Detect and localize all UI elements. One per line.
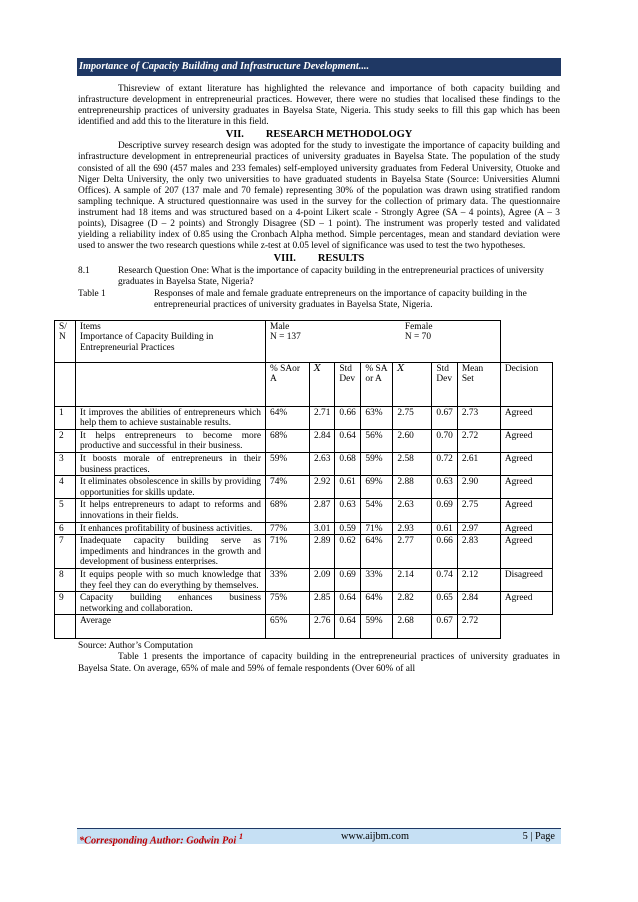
intro-paragraph: Thisreview of extant literature has highlighted the relevance and importance of both capacity building and infrastructure development in entrepreneurial practices. However, there were no studies that localised these findings to the entrepreneurship practices of university graduates in Bayelsa State, Nigeria. This study seeks to fill this gap which has been identified and add this to the literature in this field.: [78, 84, 560, 128]
row-male-pct: 74%: [266, 476, 310, 499]
row-decision: Agreed: [500, 499, 552, 522]
row-female-pct: 64%: [361, 592, 393, 615]
row-item: It enhances profitability of business activities.: [76, 522, 266, 535]
row-female-std: 0.61: [432, 522, 457, 535]
row-male-pct: 68%: [266, 429, 310, 452]
row-mean-set: 2.83: [457, 535, 500, 569]
row-female-pct: 64%: [361, 535, 393, 569]
table-row: [55, 453, 553, 476]
table-row: [55, 535, 553, 569]
row-sn: 9: [55, 592, 76, 615]
row-item: It helps entrepreneurs to become more productive and successful in their business.: [76, 429, 266, 452]
row-sn: 4: [55, 476, 76, 499]
empty-cell: [55, 615, 76, 639]
row-female-mean: 2.77: [393, 535, 432, 569]
row-mean-set: 2.72: [457, 429, 500, 452]
research-question: [78, 266, 560, 288]
row-item: Capacity building enhances business networking and collaboration.: [76, 592, 266, 615]
row-female-std: 0.65: [432, 592, 457, 615]
running-header: [77, 58, 561, 76]
row-mean-set: 2.90: [457, 476, 500, 499]
row-female-std: 0.74: [432, 569, 457, 592]
average-male-std: 0.64: [335, 615, 361, 639]
results-table: [54, 320, 553, 640]
methodology-paragraph: Descriptive survey research design was adopted for the study to investigate the importance of capacity building and infrastructure development in entrepreneurial practices of university graduates in Bayelsa State. The population of the study consisted of all the 690 (457 males and 233 females) self-employed university graduates from Federal University, Otuoke and Niger Delta University, the only two universities to have graduated students in Bayelsa State (Source: Universities Alumni Offices). A sample of 207 (137 male and 70 female) representing 30% of the population was drawn using stratified random sampling technique. A structured questionnaire was used in the survey for the collection of primary data. The questionnaire instrument had 18 items and was structured based on a 4-point Likert scale - Strongly Agree (SA – 4 points), Agree (A – 3 points), Disagree (D – 2 points) and Strongly Disagree (SD – 1 point). The instrument was properly tested and validated yielding a reliability index of 0.85 using the Cronbach Alpha method. Simple percentages, mean and standard deviation were used to answer the two research questions while z-test at 0.05 level of significance was used to test the two hypotheses.: [78, 141, 560, 252]
table-row: [55, 569, 553, 592]
row-mean-set: 2.73: [457, 406, 500, 429]
footer-author-name: *Corresponding Author: Godwin Poi: [79, 835, 237, 847]
row-male-std: 0.69: [335, 569, 361, 592]
row-female-mean: 2.82: [393, 592, 432, 615]
row-decision: Agreed: [500, 429, 552, 452]
row-decision: Agreed: [500, 522, 552, 535]
table-row: [55, 429, 553, 452]
row-sn: 3: [55, 453, 76, 476]
sn-header: S/ N: [55, 320, 76, 362]
row-female-pct: 71%: [361, 522, 393, 535]
female-mean-symbol: $\overline{X}$: [397, 362, 405, 374]
row-mean-set: 2.97: [457, 522, 500, 535]
row-item: Inadequate capacity building serve as impediments and hindrances in the growth and development of business enterprises.: [76, 535, 266, 569]
row-female-mean: 2.14: [393, 569, 432, 592]
female-pct-header: % SA or A: [361, 362, 393, 406]
row-decision: Agreed: [500, 476, 552, 499]
table-caption-text: Responses of male and female graduate entrepreneurs on the importance of capacity building in the entrepreneurial practices of university graduates in Bayelsa State, Nigeria.: [154, 288, 527, 310]
row-sn: 5: [55, 499, 76, 522]
table-row: [55, 522, 553, 535]
row-male-pct: 33%: [266, 569, 310, 592]
male-n: N = 137: [270, 332, 301, 343]
average-female-pct: 59%: [361, 615, 393, 639]
row-item: It improves the abilities of entrepreneurs which help them to achieve sustainable results.: [76, 406, 266, 429]
row-male-pct: 64%: [266, 406, 310, 429]
methodology-heading: [78, 129, 560, 141]
row-male-mean: 2.71: [310, 406, 335, 429]
table-column-header-row: [55, 362, 553, 406]
methodology-number: VII.: [225, 129, 244, 141]
row-male-pct: 71%: [266, 535, 310, 569]
female-mean-header: [393, 362, 432, 406]
row-male-std: 0.64: [335, 429, 361, 452]
row-female-pct: 69%: [361, 476, 393, 499]
empty-header-cell: [500, 320, 552, 362]
row-item: It equips people with so much knowledge that they feel they can do everything by themselves.: [76, 569, 266, 592]
row-male-pct: 77%: [266, 522, 310, 535]
closing-paragraph: Table 1 presents the importance of capacity building in the entrepreneurial practices of university graduates in Bayelsa State. On average, 65% of male and 59% of female respondents (Over 60% of all: [78, 652, 560, 674]
average-female-std: 0.67: [432, 615, 457, 639]
row-female-mean: 2.63: [393, 499, 432, 522]
table-body: [55, 406, 553, 615]
mean-set-header: Mean Set: [457, 362, 500, 406]
row-female-std: 0.63: [432, 476, 457, 499]
row-female-std: 0.72: [432, 453, 457, 476]
row-male-pct: 75%: [266, 592, 310, 615]
row-mean-set: 2.84: [457, 592, 500, 615]
row-female-pct: 33%: [361, 569, 393, 592]
items-header-title: Items: [80, 321, 101, 332]
male-header-label: Male: [270, 321, 290, 332]
footer-page: 5 | Page: [522, 831, 555, 842]
row-male-std: 0.68: [335, 453, 361, 476]
row-male-pct: 59%: [266, 453, 310, 476]
table-caption: [78, 289, 560, 311]
research-question-number: 8.1: [78, 266, 90, 277]
footer-site: www.aijbm.com: [341, 831, 409, 842]
row-sn: 2: [55, 429, 76, 452]
row-male-std: 0.63: [335, 499, 361, 522]
decision-header: Decision: [500, 362, 552, 406]
running-header-title: Importance of Capacity Building and Infrastructure Development....: [79, 61, 370, 72]
row-female-pct: 56%: [361, 429, 393, 452]
row-male-mean: 2.09: [310, 569, 335, 592]
row-male-std: 0.59: [335, 522, 361, 535]
row-male-mean: 2.85: [310, 592, 335, 615]
row-male-mean: 2.63: [310, 453, 335, 476]
average-male-mean: 2.76: [310, 615, 335, 639]
running-footer: [77, 828, 561, 847]
row-male-mean: 2.84: [310, 429, 335, 452]
female-header-label: Female: [404, 321, 433, 332]
row-sn: 6: [55, 522, 76, 535]
empty-cell: [500, 615, 552, 639]
methodology-title: RESEARCH METHODOLOGY: [265, 129, 413, 141]
table-row: [55, 406, 553, 429]
male-pct-header: % SAor A: [266, 362, 310, 406]
row-male-std: 0.61: [335, 476, 361, 499]
male-mean-symbol: $\overline{X}$: [314, 362, 321, 374]
empty-cell: [55, 362, 76, 406]
row-female-mean: 2.93: [393, 522, 432, 535]
table-row: [55, 476, 553, 499]
row-male-mean: 2.87: [310, 499, 335, 522]
male-std-header: Std Dev: [335, 362, 361, 406]
row-female-mean: 2.60: [393, 429, 432, 452]
row-female-std: 0.66: [432, 535, 457, 569]
research-question-text: Research Question One: What is the importance of capacity building in the entrepreneurial practices of university graduates in Bayelsa State, Nigeria?: [118, 266, 544, 288]
row-male-std: 0.66: [335, 406, 361, 429]
row-female-std: 0.69: [432, 499, 457, 522]
row-male-mean: 2.89: [310, 535, 335, 569]
male-mean-header: [310, 362, 335, 406]
row-decision: Agreed: [500, 406, 552, 429]
row-sn: 8: [55, 569, 76, 592]
average-row: [55, 615, 553, 639]
average-female-mean: 2.68: [393, 615, 432, 639]
footer-author: [79, 829, 243, 848]
results-number: VIII.: [273, 253, 296, 265]
average-label: Average: [76, 615, 266, 639]
items-header-subtitle: Importance of Capacity Building in Entrepreneurial Practices: [80, 332, 214, 353]
results-heading: [78, 253, 560, 265]
row-decision: Agreed: [500, 453, 552, 476]
female-header: [361, 320, 500, 362]
row-male-mean: 2.92: [310, 476, 335, 499]
row-male-pct: 68%: [266, 499, 310, 522]
table-header-row: [55, 320, 553, 362]
row-female-mean: 2.88: [393, 476, 432, 499]
empty-cell: [76, 362, 266, 406]
row-item: It helps entrepreneurs to adapt to reforms and innovations in their fields.: [76, 499, 266, 522]
average-male-pct: 65%: [266, 615, 310, 639]
average-mean-set: 2.72: [457, 615, 500, 639]
row-female-mean: 2.75: [393, 406, 432, 429]
row-male-std: 0.62: [335, 535, 361, 569]
row-item: It eliminates obsolescence in skills by providing opportunities for skills update.: [76, 476, 266, 499]
page-content: [59, 84, 560, 675]
row-female-pct: 54%: [361, 499, 393, 522]
female-std-header: Std Dev: [432, 362, 457, 406]
female-n: N = 70: [404, 332, 432, 343]
table-row: [55, 592, 553, 615]
row-decision: Disagreed: [500, 569, 552, 592]
row-sn: 7: [55, 535, 76, 569]
row-item: It boosts morale of entrepreneurs in their business practices.: [76, 453, 266, 476]
row-male-mean: 3.01: [310, 522, 335, 535]
row-sn: 1: [55, 406, 76, 429]
results-title: RESULTS: [317, 253, 365, 265]
row-decision: Agreed: [500, 592, 552, 615]
row-mean-set: 2.12: [457, 569, 500, 592]
row-female-std: 0.67: [432, 406, 457, 429]
row-mean-set: 2.75: [457, 499, 500, 522]
table-label: Table 1: [78, 288, 106, 299]
row-female-pct: 59%: [361, 453, 393, 476]
table-source: Source: Author’s Computation: [78, 641, 193, 652]
row-female-std: 0.70: [432, 429, 457, 452]
items-header: [76, 320, 266, 362]
table-row: [55, 499, 553, 522]
row-female-mean: 2.58: [393, 453, 432, 476]
row-decision: Agreed: [500, 535, 552, 569]
row-mean-set: 2.61: [457, 453, 500, 476]
male-header: [266, 320, 361, 362]
row-female-pct: 63%: [361, 406, 393, 429]
footer-author-sup: 1: [238, 831, 244, 841]
row-male-std: 0.64: [335, 592, 361, 615]
